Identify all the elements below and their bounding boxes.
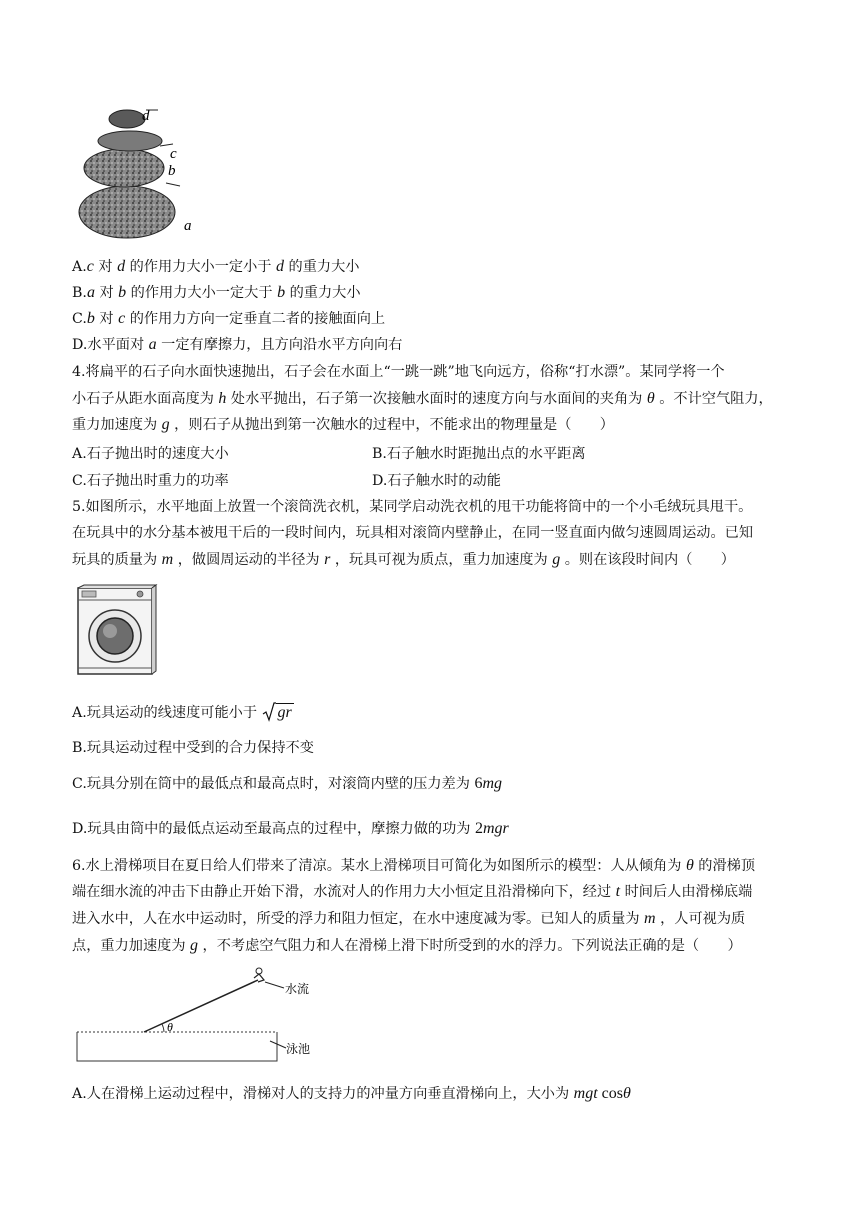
slide-line bbox=[144, 980, 258, 1032]
sqrt-symbol bbox=[262, 701, 276, 723]
water-flow-label: 水流 bbox=[285, 982, 310, 996]
label-b: b bbox=[168, 163, 176, 179]
q6-option-a: A.人在滑梯上运动过程中，滑梯对人的支持力的冲量方向垂直滑梯向上，大小为 mgt cosθ bbox=[72, 1085, 631, 1102]
q4-option-a: A.石子抛出时的速度大小 bbox=[72, 446, 229, 462]
q5-option-d: D.玩具由筒中的最低点运动至最高点的过程中，摩擦力做的功为 2mgr bbox=[72, 820, 509, 837]
pool-leader bbox=[270, 1041, 286, 1048]
q6-stem-line-1: 6.水上滑梯项目在夏日给人们带来了清凉。某水上滑梯项目可简化为如图所示的模型：人从倾角为 θ 的滑梯顶 bbox=[72, 857, 756, 874]
q6-stem-line-4: 点，重力加速度为 g ，不考虑空气阻力和人在滑梯上滑下时所受到的水的浮力。下列说法正确的是（ ） bbox=[72, 937, 742, 954]
q3-option-a: A.c 对 d 的作用力大小一定小于 d 的重力大小 bbox=[72, 258, 360, 275]
drum-door bbox=[97, 618, 133, 654]
q4-stem-line-3: 重力加速度为 g ，则石子从抛出到第一次触水的过程中，不能求出的物理量是（ ） bbox=[72, 416, 614, 433]
q5-option-c: C.玩具分别在筒中的最低点和最高点时，对滚筒内壁的压力差为 6mg bbox=[72, 775, 502, 792]
stacked-stones-figure bbox=[72, 100, 212, 245]
stone-a bbox=[79, 186, 175, 238]
q4-option-b: B.石子触水时距抛出点的水平距离 bbox=[372, 446, 586, 462]
person-head-icon bbox=[256, 968, 262, 974]
stone-b bbox=[84, 149, 164, 187]
q3-option-d: D.水平面对 a 一定有摩擦力，且方向沿水平方向向右 bbox=[72, 336, 403, 353]
q6-stem-line-3: 进入水中，人在水中运动时，所受的浮力和阻力恒定，在水中速度减为零。已知人的质量为 m ，人可视为质 bbox=[72, 910, 746, 927]
water-flow-leader bbox=[265, 982, 284, 988]
q5-stem-line-1: 5.如图所示，水平地面上放置一个滚筒洗衣机，某同学启动洗衣机的甩干功能将筒中的一个小毛绒玩具甩干。 bbox=[72, 499, 753, 515]
q4-stem-line-2: 小石子从距水面高度为 h 处水平抛出，石子第一次接触水面时的速度方向与水面间的夹角为 θ 。不计空气阻力， bbox=[72, 390, 773, 407]
label-c: c bbox=[170, 146, 177, 162]
label-a: a bbox=[184, 218, 192, 234]
q4-option-d: D.石子触水时的动能 bbox=[372, 473, 501, 489]
q3-option-c: C.b 对 c 的作用力方向一定垂直二者的接触面向上 bbox=[72, 310, 386, 327]
q6-stem-line-2: 端在细水流的冲击下由静止开始下滑，水流对人的作用力大小恒定且沿滑梯向下，经过 t 时间后人由滑梯底端 bbox=[72, 883, 753, 900]
theta-label: θ bbox=[167, 1020, 173, 1034]
stone-d bbox=[109, 110, 145, 128]
q5-option-b: B.玩具运动过程中受到的合力保持不变 bbox=[72, 740, 314, 756]
q4-stem-line-1: 4.将扁平的石子向水面快速抛出，石子会在水面上“一跳一跳”地飞向远方，俗称“打水漂”。某同学将一个 bbox=[72, 364, 725, 380]
stone-c bbox=[98, 131, 162, 151]
pool-label: 泳池 bbox=[286, 1042, 311, 1056]
water-slide-figure bbox=[72, 966, 332, 1066]
washing-machine-figure bbox=[74, 584, 158, 680]
q5-stem-line-3: 玩具的质量为 m ，做圆周运动的半径为 r ，玩具可视为质点，重力加速度为 g 。则在该段时间内（ ） bbox=[72, 551, 735, 568]
q5-stem-line-2: 在玩具中的水分基本被甩干后的一段时间内，玩具相对滚筒内壁静止，在同一竖直面内做匀速圆周运动。已知 bbox=[72, 525, 754, 541]
q4-option-c: C.石子抛出时重力的功率 bbox=[72, 473, 229, 489]
pool-outline bbox=[77, 1032, 277, 1061]
label-d: d bbox=[142, 108, 150, 124]
q3-option-b: B.a 对 b 的作用力大小一定大于 b 的重力大小 bbox=[72, 284, 361, 301]
q5-option-a: A.玩具运动的线速度可能小于 gr bbox=[72, 701, 294, 724]
